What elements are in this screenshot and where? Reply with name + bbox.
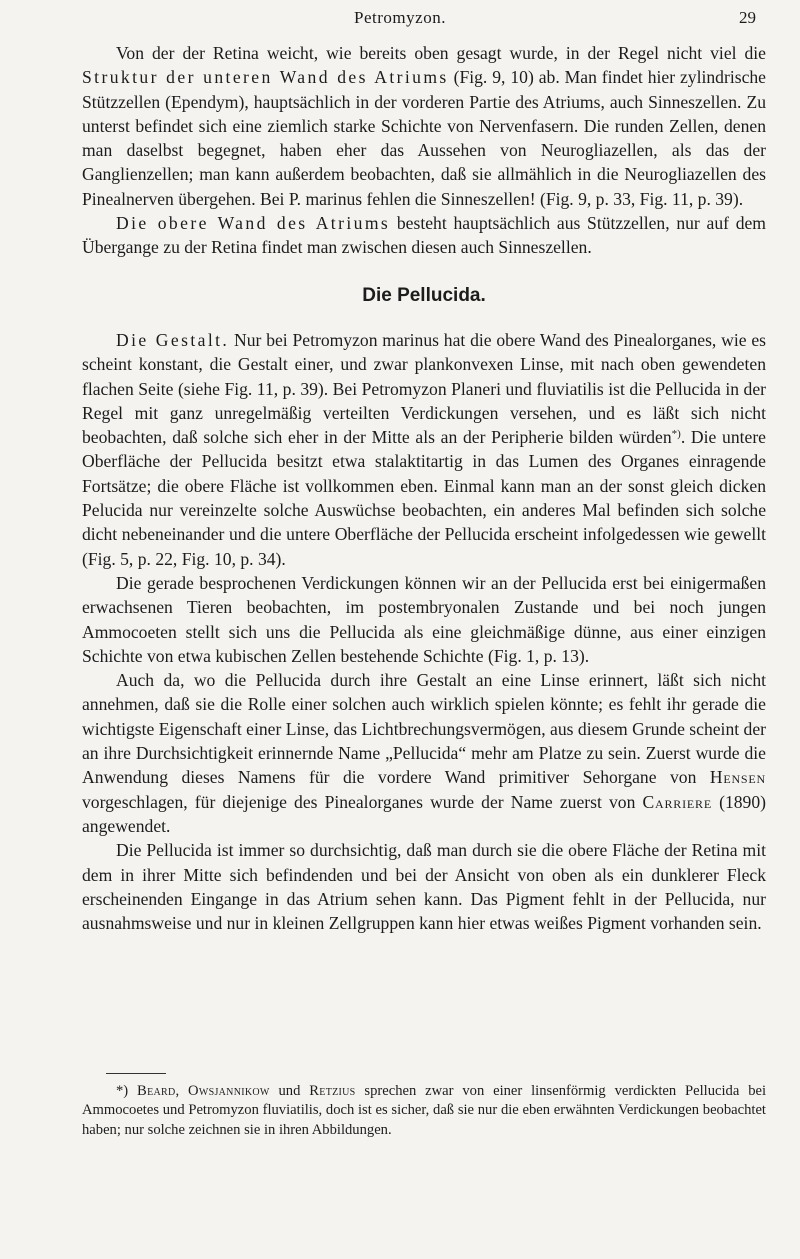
text-run: und	[269, 1083, 310, 1099]
footnote-reference: *)	[671, 428, 681, 441]
text-run: besteht hauptsächlich aus Stützzellen, nur auf dem Übergange zu der Retina findet man zwischen diesen auch Sinneszellen.	[82, 213, 766, 258]
author-name: Carriere	[642, 791, 712, 812]
text-run: Nur bei Petromyzon marinus hat die obere Wand des Pinealorganes, wie es scheint konstant, die Gestalt einer, und zwar plankonvexen Linse, mit nach oben gewendeten flachen Seite (siehe Fig. 11, p. 39). Bei Petromyzon Planeri und fluviatilis ist die Pellucida in der Regel mit ganz unregelmäßig verteilten Verdickungen versehen, und es läßt sich nicht beobachten, daß solche sich eher in der Mitte als an der Peripherie bilden würden	[82, 329, 766, 448]
author-name: Owsjannikow	[188, 1083, 270, 1099]
emphasis-spaced: Struktur der unteren Wand des Atriums	[82, 67, 449, 88]
footnote	[82, 1082, 766, 1140]
text-run: vorgeschlagen, für diejenige des Pinealorganes wurde der Name zuerst von	[82, 791, 643, 812]
emphasis-spaced: Die obere Wand des Atriums	[116, 213, 391, 234]
section-heading: Die Pellucida.	[362, 284, 486, 306]
text-run: Von der der Retina weicht, wie bereits oben gesagt wurde, in der Regel nicht viel die	[116, 43, 766, 63]
paragraph-upper-wall	[82, 211, 766, 260]
text-run: (Fig. 9, 10) ab. Man findet hier zylindrische Stützzellen (Ependym), hauptsächlich in der vorderen Partie des Atriums, auch Sinneszellen. Zu unterst befindet sich eine ziemlich starke Schichte von Nervenfasern. Die runden Zellen, denen man daselbst begegnet, haben eher das Aussehen von Neurogliazellen, als das der Ganglienzellen; man kann außerdem beobachten, daß sie allmählich in die Neurogliazellen des Pinealnerven übergehen. Bei P. marinus fehlen die Sinneszellen! (Fig. 9, p. 33, Fig. 11, p. 39).	[82, 67, 766, 209]
paragraph-lower-wall	[82, 41, 766, 211]
text-run: (1890) angewendet.	[82, 791, 766, 836]
running-head	[0, 8, 800, 38]
author-name: Hensen	[709, 767, 766, 788]
paragraph-shape	[82, 328, 766, 571]
footnote-mark: *)	[116, 1083, 129, 1099]
paragraph-thickenings: Die gerade besprochenen Verdickungen können wir an der Pellucida erst bei einigermaßen erwachsenen Tieren beobachten, im postembryonalen Zustande und bei noch jungen Ammocoeten stellt sich uns die Pellucida als eine gleichmäßige dünne, aus einer einzigen Schichte von etwa kubischen Zellen bestehende Schichte (Fig. 1, p. 13).	[82, 572, 766, 666]
text-run: Auch da, wo die Pellucida durch ihre Gestalt an eine Linse erinnert, läßt sich nicht annehmen, daß sie die Rolle einer solchen auch wirklich spielen könnte; es fehlt ihr gerade die wichtigste Eigenschaft einer Linse, das Lichtbrechungsvermögen, aus diesem Grunde scheint der an ihre Durchsichtigkeit erinnernde Name „Pellucida“ mehr am Platze zu sein. Zuerst wurde die Anwendung dieses Namens für die vordere Wand primitiver Sehorgane von	[82, 670, 766, 788]
footnote-text	[82, 1082, 766, 1140]
author-name: Retzius	[309, 1083, 356, 1099]
author-name: Beard	[137, 1083, 176, 1099]
paragraph-transparency: Die Pellucida ist immer so durchsichtig, daß man durch sie die obere Fläche der Retina mit dem in ihrer Mitte sich befindenden und bei der Ansicht von oben als ein dunklerer Fleck erscheinenden Eingange in das Atrium sehen kann. Das Pigment fehlt in der Pellucida, nur ausnahmsweise und nur in kleinen Zellgruppen kann hier etwas weißes Pigment vorhanden sein.	[82, 840, 766, 934]
emphasis-spaced: Die Gestalt.	[116, 329, 230, 350]
paragraph-lens	[82, 668, 766, 838]
footnote-rule	[106, 1073, 166, 1074]
text-run: ,	[175, 1083, 189, 1099]
body-text	[82, 41, 766, 935]
text-run: sprechen zwar von einer linsenförmig verdickten Pellucida bei Ammocoetes und Petromyzon fluviatilis, doch ist es sicher, daß sie nur die eben erwähnten Verdickungen beobachtet haben; nur solche zeichnen sie in ihren Abbildungen.	[82, 1083, 767, 1138]
page-number: 29	[739, 8, 756, 27]
running-title: Petromyzon.	[354, 8, 446, 27]
text-run: . Die untere Oberfläche der Pellucida besitzt etwa stalaktitartig in das Lumen des Organes einragende Fortsätze; die obere Fläche ist vollkommen eben. Einmal kann man an der sonst gleich dicken Pelucida nur vereinzelte solche Auswüchse beobachten, ein anderes Mal befinden sich solche dicht nebeneinander und die untere Oberfläche der Pellucida erscheint infolgedessen wie gewellt (Fig. 5, p. 22, Fig. 10, p. 34).	[82, 427, 766, 569]
